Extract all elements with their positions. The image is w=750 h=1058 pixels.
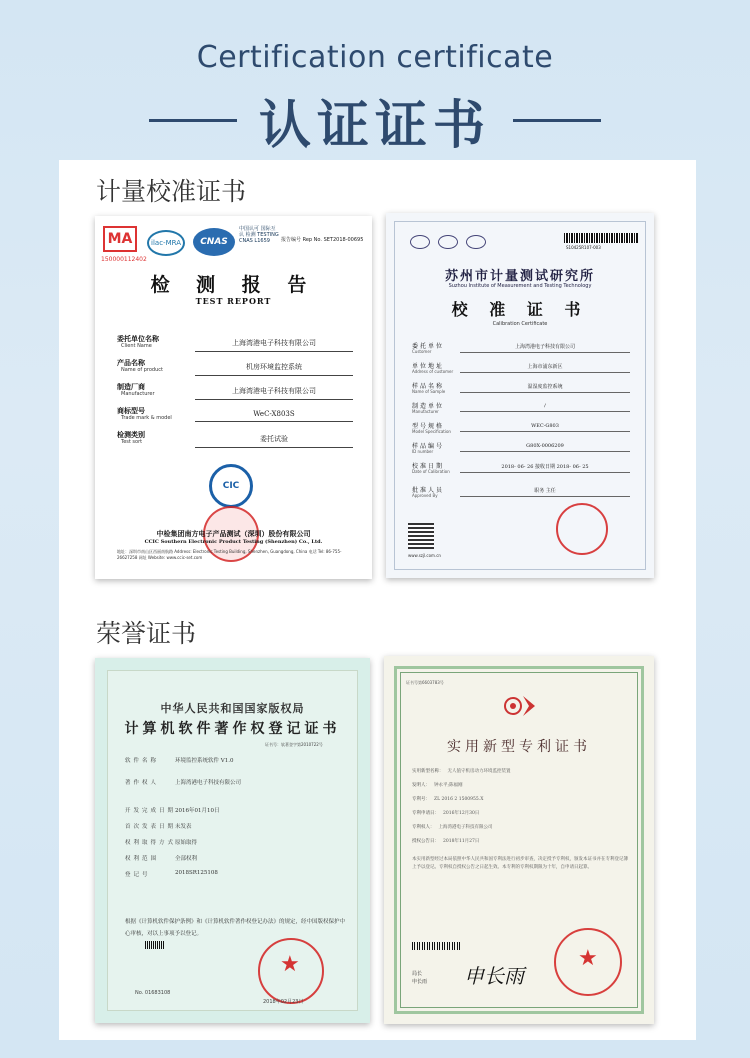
patent-paragraph: 本实用新型经过本局依照中华人民共和国专利法进行初步审查，决定授予专利权，颁发本证书并在专利登记簿上予以登记。专利权自授权公告之日起生效。本专利的专利权期限为十年，自申请日起算。 [412,857,628,870]
hero-title-en: Certification certificate [196,40,554,75]
calibration-title-cn: 校 准 证 书 [451,300,589,319]
cnas-accreditation-text: 中国认可 国际互认 检测 TESTING CNAS L1659 [239,226,279,244]
row-label: 著作权人 [125,780,160,786]
copyright-row [125,822,345,834]
row-value: 上海市浦东新区 [460,363,630,373]
row-label: 委托单位名称 [117,335,159,343]
cma-logo-icon: MA [103,226,137,252]
row-label-en: Client Name [121,343,152,349]
row-value: WeC-X803S [195,410,353,422]
row-label-en: Address of customer [412,369,454,374]
signature-icon: 申长雨 [464,964,524,988]
row-label: 型号规格 [412,423,445,430]
copyright-date: 2018年02月23日 [263,999,304,1005]
report-title-en: TEST REPORT [195,296,272,306]
logo-icon [466,235,486,249]
row-label-en: Manufacturer [121,391,155,397]
patent-field [412,824,493,830]
row-label: 登记号 [125,872,151,878]
calibration-row [412,461,630,481]
row-label: 首次发表日期 [125,824,177,830]
field-value: ZL 2016 2 1500955.X [434,797,484,802]
field-value: 2018年11月27日 [443,839,480,844]
row-label-en: Manufacturer [412,409,439,414]
row-label: 产品名称 [117,359,145,367]
row-label: 开发完成日期 [125,808,177,814]
copyright-authority: 中华人民共和国国家版权局 [160,702,305,715]
copyright-row [125,854,345,866]
report-row [117,382,353,404]
patent-field [412,796,483,802]
calibration-footer: www.szjl.com.cn [408,553,441,558]
row-label: 样品编号 [412,443,445,450]
hero-title-row [0,85,750,155]
hero-divider-right [513,119,601,122]
calibration-row [412,421,630,441]
report-org-address: 地址：深圳市南山区西丽南航路 Address: Electronic Testing Building, Shenzhen, Guangdong, China 电话 Tel: 86-755-26627258 网址 Website: www.ccic-set.com [117,549,342,560]
row-label-en: Trade mark & model [121,415,172,421]
row-value: G80X-0006209 [460,443,630,452]
calibration-row [412,381,630,401]
field-label: 专利申请日： [412,811,439,816]
row-value: 上海湾港电子科技有限公司 [175,780,242,786]
field-label: 专利号： [412,797,430,802]
section-title-honor: 荣誉证书 [96,619,197,648]
row-label: 权利取得方式 [125,840,177,846]
patent-field [412,782,463,788]
calibration-certificate[interactable] [386,213,654,578]
row-value: 温湿度监控系统 [460,383,630,393]
report-title-cn: 检 测 报 告 [150,274,317,296]
star-icon: ★ [578,946,598,971]
report-org-en: CCIC Southern Electronic Product Testing (Shenzhen) Co., Ltd. [144,539,323,545]
row-label: 权利范围 [125,856,160,862]
calibration-row [412,485,630,505]
calibration-row [412,341,630,361]
row-label: 批准人员 [412,487,445,494]
copyright-row [125,870,345,882]
patent-field [412,838,479,844]
software-copyright-certificate[interactable] [95,658,370,1023]
patent-title: 实用新型专利证书 [447,739,591,755]
row-value: 2018SR125108 [175,870,218,876]
report-row [117,334,353,356]
calibration-row [412,401,630,421]
star-icon: ★ [280,952,300,977]
utility-patent-certificate[interactable] [384,656,654,1024]
row-value: 上海湾港电子科技有限公司 [460,343,630,353]
hero-title-cn: 认证证书 [258,95,491,156]
copyright-row [125,806,345,818]
field-value: 上海湾港电子科技有限公司 [438,825,493,830]
field-label: 实用新型名称： [412,769,444,774]
row-value: 职务 主任 [460,487,630,497]
institute-name-cn: 苏州市计量测试研究所 [444,269,595,284]
row-label-en: Model Specification [412,429,451,434]
row-value: WEC-G803 [460,423,630,432]
cnas-logo-icon: CNAS [193,228,235,256]
patent-field [412,810,479,816]
copyright-row [125,778,345,790]
patent-cert-number: 证书号第6603783号 [406,680,444,685]
row-label: 制造厂商 [117,383,145,391]
row-label: 校准日期 [412,463,445,470]
report-number: 报告编号 Rep No. SET2018-00695 [281,237,364,243]
patent-office-emblem-icon [499,692,539,720]
calibration-row [412,361,630,381]
row-label-en: Approved By [412,493,438,498]
patent-signer-name: 申长雨 [412,979,428,985]
row-value: 原始取得 [175,840,198,846]
row-value: 环境监控系统软件 V1.0 [175,758,234,764]
field-value: 钟永平;陈福刚 [434,783,463,788]
cic-seal-icon: CIC [209,464,253,508]
row-label-en: Test sort [121,439,143,445]
field-label: 授权公告日： [412,839,439,844]
row-value: 机房环境监控系统 [195,362,353,376]
row-value: 2016年01月10日 [175,808,220,814]
row-label: 商标型号 [117,407,145,415]
section-title-calibration: 计量校准证书 [96,177,247,206]
ilac-logo-icon: ilac-MRA [147,230,185,256]
copyright-row [125,838,345,850]
hero-divider-left [149,119,237,122]
institute-name-en: Suzhou Institute of Measurement and Testing Technology [448,283,592,289]
field-label: 发明人： [412,783,430,788]
red-stamp-icon [556,503,608,555]
row-label: 软件名称 [125,758,160,764]
row-label-en: Customer [412,349,432,354]
barcode-icon [412,942,460,950]
calibration-title-en: Calibration Certificate [492,321,548,327]
row-value: 未发表 [175,824,192,830]
qr-code-icon [408,523,434,549]
certificate-number: S10425R107-003 [566,245,601,250]
field-value: 2016年12月30日 [443,811,480,816]
row-label-en: Name of Sample [412,389,446,394]
test-report-certificate[interactable] [95,216,372,579]
row-value: 上海湾港电子科技有限公司 [195,338,353,352]
report-row [117,430,353,452]
cma-number: 150000112402 [101,256,147,263]
row-value: 委托试验 [195,434,353,448]
copyright-serial-number: No. 01683108 [135,990,171,996]
copyright-cert-number: 证书号：软著登字第2010722号 [265,742,323,747]
report-row [117,358,353,380]
logo-icon [438,235,458,249]
barcode-icon [564,233,638,243]
report-org-cn: 中检集团南方电子产品测试（深圳）股份有限公司 [156,530,311,538]
copyright-body-text: 根据《计算机软件保护条例》和《计算机软件著作权登记办法》的规定，经中国版权保护中心审核，对以上事项予以登记。 [125,919,346,937]
row-label: 制造单位 [412,403,445,410]
copyright-row [125,756,345,768]
row-value: 上海湾港电子科技有限公司 [195,386,353,400]
row-label-en: Name of product [121,367,163,373]
row-label: 样品名称 [412,383,445,390]
barcode-icon [145,941,165,949]
row-label: 委托单位 [412,343,445,350]
row-label: 单位地址 [412,363,445,370]
patent-field [412,768,511,774]
field-value: 无人值守机房动力环境监控装置 [447,769,511,774]
field-label: 专利权人： [412,825,435,830]
row-value: / [460,403,630,412]
calibration-row [412,441,630,461]
row-value: 全部权利 [175,856,198,862]
row-label-en: ID number [412,449,434,454]
row-value: 2018- 06- 26 接收日期 2018- 06- 25 [460,463,630,473]
row-label: 检测类别 [117,431,145,439]
patent-signer-title: 局长 [412,971,423,977]
logo-icon [410,235,430,249]
row-label-en: Date of Calibration [412,469,450,474]
copyright-title: 计算机软件著作权登记证书 [124,721,341,737]
report-row [117,406,353,428]
